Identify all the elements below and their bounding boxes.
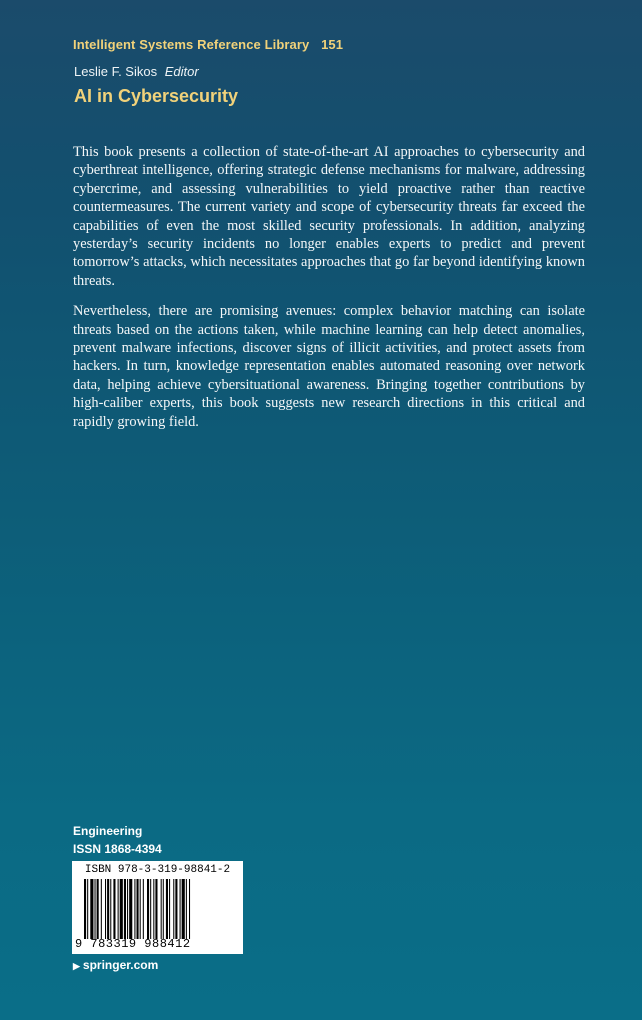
barcode-bars: [84, 879, 236, 939]
springer-link-text: springer.com: [82, 958, 159, 972]
subject-block: [73, 822, 162, 858]
issn: ISSN 1868-4394: [73, 842, 162, 856]
book-title: AI in Cybersecurity: [74, 86, 239, 106]
description-paragraph-1: This book presents a collection of state-of-the-art AI approaches to cybersecurity and cyberthreat intelligence, offering strategic defense mechanisms for malware, addressing cybercrime, and assessing vulnerabilities to yield proactive rather than reactive countermeasures. The current variety and scope of cybersecurity threats far exceed the capabilities of even the most skilled security professionals. In addition, analyzing yesterday’s security incidents no longer enables experts to predict and prevent tomorrow’s attacks, which necessitates approaches that go far beyond identifying known threats.: [73, 144, 585, 289]
editor-name: Leslie F. Sikos: [74, 64, 158, 79]
book-description: [73, 143, 585, 443]
arrow-right-icon: ▶: [73, 961, 80, 971]
description-paragraph-2: Nevertheless, there are promising avenues: complex behavior matching can isolate threats based on the actions taken, while machine learning can help detect anomalies, prevent malware infections, discover signs of illicit activities, and protect assets from hackers. In turn, knowledge representation enables automated reasoning over network data, helping achieve cybersituational awareness. Bringing together contributions by high-caliber experts, this book suggests new research directions in this critical and rapidly growing field.: [73, 303, 585, 430]
editor-line: [74, 64, 199, 79]
editor-role: Editor: [164, 64, 199, 79]
springer-link[interactable]: [73, 958, 158, 972]
barcode: [72, 861, 243, 954]
ean-digits: 9 783319 988412: [75, 937, 191, 951]
subject-category: Engineering: [73, 824, 143, 838]
series-number: 151: [321, 37, 344, 52]
series-name: Intelligent Systems Reference Library: [73, 37, 310, 52]
isbn-label: ISBN 978-3-319-98841-2: [84, 864, 231, 876]
series-title: [73, 37, 343, 52]
